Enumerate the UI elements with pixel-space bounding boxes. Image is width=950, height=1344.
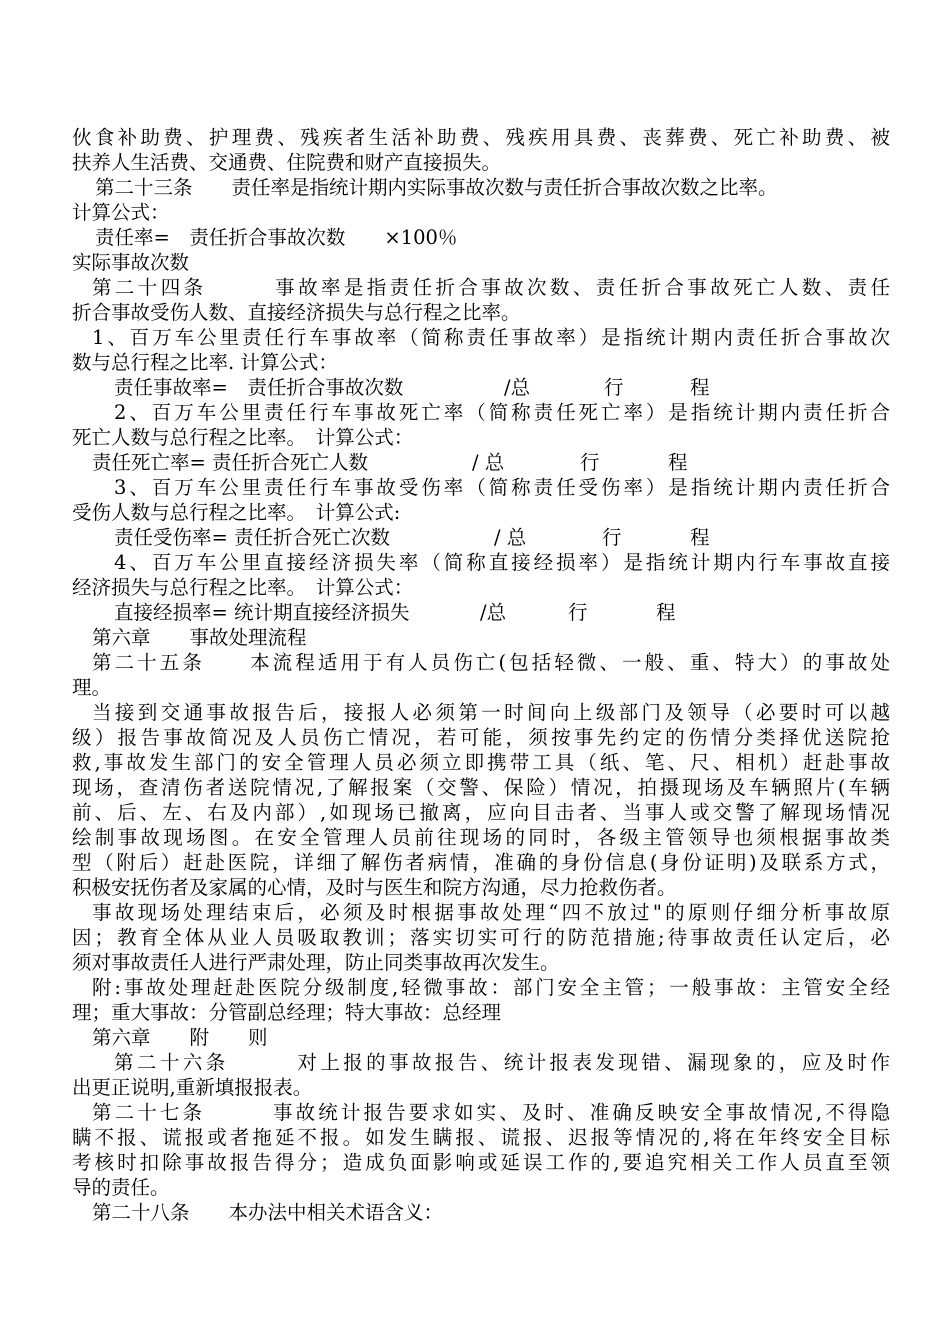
formula-divisor: 行 xyxy=(580,451,600,474)
text-line: 折合事故受伤人数、直接经济损失与总行程之比率。 xyxy=(72,301,521,324)
article-28-heading: 第二十八条 本办法中相关术语含义： xyxy=(92,1201,444,1224)
formula-divisor: 行 xyxy=(604,376,624,399)
formula-divisor: / 总 xyxy=(494,526,527,549)
text-line: 数与总行程之比率. 计算公式： xyxy=(72,351,338,374)
text-line: 前、后、左、右及内部）,如现场已撤离，应向目击者、当事人或交警了解现场情况 xyxy=(72,801,890,824)
text-line: 计算公式： xyxy=(72,201,170,224)
text-line: 伙食补助费、护理费、残疾者生活补助费、残疾用具费、丧葬费、死亡补助费、被 xyxy=(72,126,890,149)
text-line: 实际事故次数 xyxy=(72,251,190,274)
formula-line xyxy=(114,601,932,625)
chapter-heading: 第六章 事故处理流程 xyxy=(92,626,307,649)
formula-label: 责任受伤率= 责任折合死亡次数 xyxy=(114,526,391,549)
formula-divisor: /总 xyxy=(504,376,531,399)
article-23-heading: 第二十三条 责任率是指统计期内实际事故次数与责任折合事故次数之比率。 xyxy=(95,176,778,199)
formula-line xyxy=(114,526,932,550)
text-line: 救,事故发生部门的安全管理人员必须立即携带工具（纸、笔、尺、相机）赶赴事故 xyxy=(72,751,890,774)
text-line: 绘制事故现场图。在安全管理人员前往现场的同时，各级主管领导也须根据事故类 xyxy=(72,826,890,849)
formula-label: 责任事故率= 责任折合事故次数 xyxy=(114,376,404,399)
text-line: 因；教育全体从业人员吸取教训；落实切实可行的防范措施;待事故责任认定后，必 xyxy=(72,926,890,949)
text-line: 事故现场处理结束后，必须及时根据事故处理“四不放过"的原则仔细分析事故原 xyxy=(92,901,890,924)
chapter-heading: 第六章 附 则 xyxy=(92,1026,268,1049)
text-line: 导的责任。 xyxy=(72,1176,170,1199)
article-25-heading: 第二十五条 本流程适用于有人员伤亡(包括轻微、一般、重、特大）的事故处 xyxy=(92,651,890,674)
text-line: 1、百万车公里责任行车事故率（简称责任事故率）是指统计期内责任折合事故次 xyxy=(92,326,890,349)
text-line: 瞒不报、谎报或者拖延不报。如发生瞒报、谎报、迟报等情况的,将在年终安全目标 xyxy=(72,1126,890,1149)
text-line: 积极安抚伤者及家属的心情，及时与医生和院方沟通，尽力抢救伤者。 xyxy=(72,876,677,899)
text-line: 型（附后）赶赴医院，详细了解伤者病情，准确的身份信息(身份证明)及联系方式， xyxy=(72,851,890,874)
formula-divisor: 程 xyxy=(668,451,688,474)
text-line: 3、百万车公里责任行车事故受伤率（简称责任受伤率）是指统计期内责任折合 xyxy=(114,476,890,499)
text-line: 4、百万车公里直接经济损失率（简称直接经损率）是指统计期内行车事故直接 xyxy=(114,551,890,574)
formula-label: 直接经损率= 统计期直接经济损失 xyxy=(114,601,410,624)
article-24-heading: 第二十四条 事故率是指责任折合事故次数、责任折合事故死亡人数、责任 xyxy=(92,276,890,299)
formula-divisor: 程 xyxy=(656,601,676,624)
text-line: 死亡人数与总行程之比率。 计算公式： xyxy=(72,426,414,449)
text-line: 须对事故责任人进行严肃处理，防止同类事故再次发生。 xyxy=(72,951,560,974)
article-27-heading: 第二十七条 事故统计报告要求如实、及时、准确反映安全事故情况,不得隐 xyxy=(92,1101,890,1124)
text-line: 受伤人数与总行程之比率。 计算公式: xyxy=(72,501,401,524)
text-line: 级）报告事故简况及人员伤亡情况，若可能，须按事先约定的伤情分类择优送院抢 xyxy=(72,726,890,749)
formula-divisor: 行 xyxy=(602,526,622,549)
formula-divisor: 程 xyxy=(690,376,710,399)
text-line: 现场，查清伤者送院情况,了解报案（交警、保险）情况，拍摄现场及车辆照片(车辆 xyxy=(72,776,890,799)
text-line: 出更正说明,重新填报报表。 xyxy=(72,1076,313,1099)
text-line: 当接到交通事故报告后，接报人必须第一时间向上级部门及领导（必要时可以越 xyxy=(92,701,890,724)
formula-line xyxy=(114,376,932,400)
text-line: 经济损失与总行程之比率。 计算公式： xyxy=(72,576,414,599)
formula-line: 责任率= 责任折合事故次数 ×100％ xyxy=(95,226,458,249)
text-line: 2、百万车公里责任行车事故死亡率（简称责任死亡率）是指统计期内责任折合 xyxy=(114,401,890,424)
article-26-heading: 第二十六条 对上报的事故报告、统计报表发现错、漏现象的，应及时作 xyxy=(114,1051,890,1074)
formula-line xyxy=(92,451,910,475)
formula-divisor: /总 xyxy=(480,601,507,624)
formula-divisor: 行 xyxy=(568,601,588,624)
text-line: 扶养人生活费、交通费、住院费和财产直接损失。 xyxy=(72,151,502,174)
text-line: 理。 xyxy=(72,676,112,699)
formula-divisor: / 总 xyxy=(472,451,505,474)
formula-label: 责任死亡率= 责任折合死亡人数 xyxy=(92,451,369,474)
appendix-note: 附:事故处理赶赴医院分级制度,轻微事故：部门安全主管；一般事故：主管安全经 xyxy=(92,976,890,999)
text-line: 考核时扣除事故报告得分；造成负面影响或延误工作的,要追究相关工作人员直至领 xyxy=(72,1151,890,1174)
formula-divisor: 程 xyxy=(690,526,710,549)
text-line: 理；重大事故：分管副总经理；特大事故：总经理 xyxy=(72,1001,502,1024)
